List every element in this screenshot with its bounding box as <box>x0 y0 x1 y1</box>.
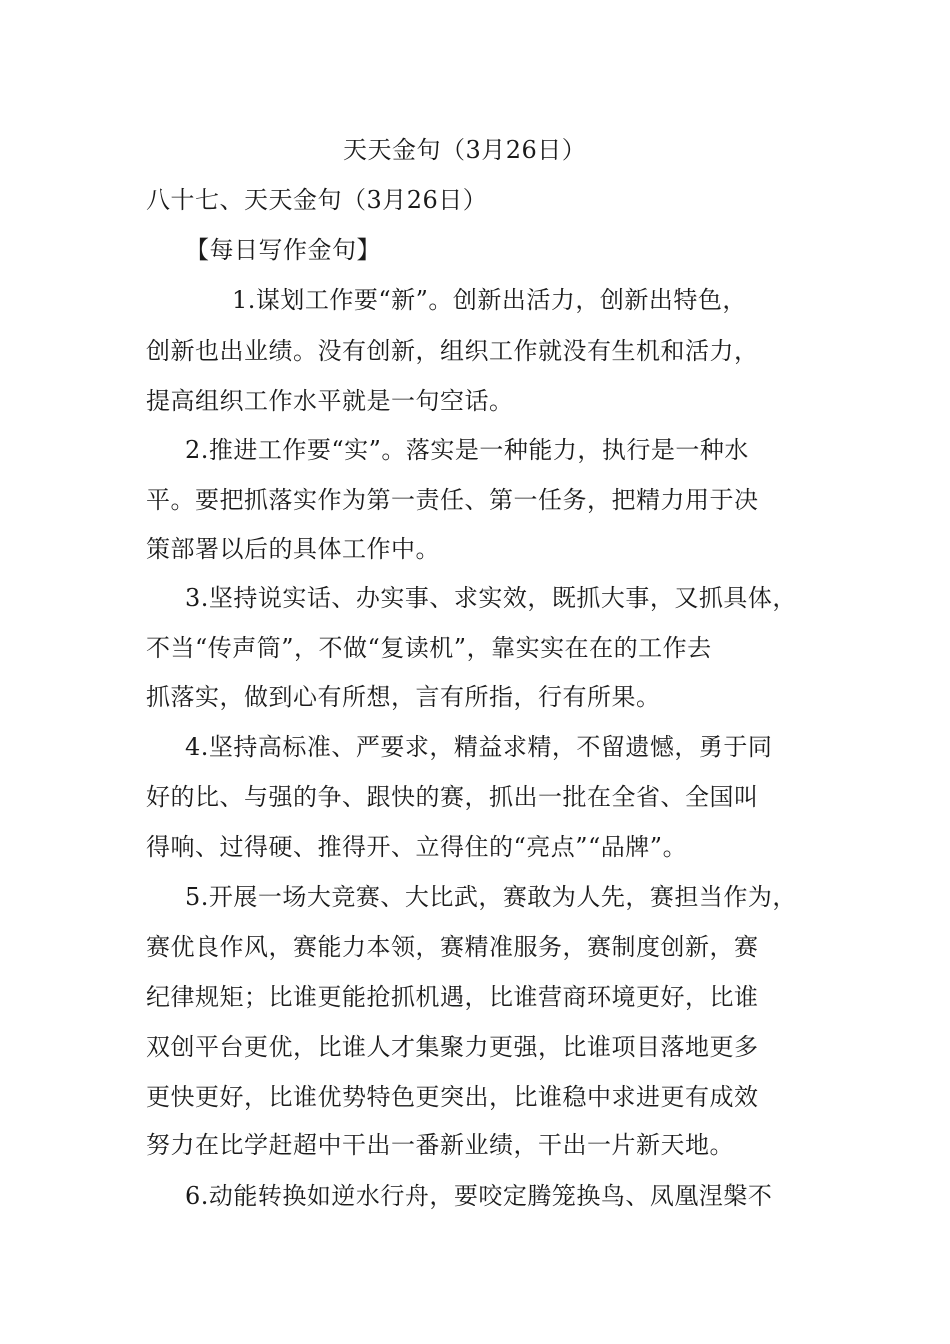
paragraph-line: 2.推进工作要“实”。落实是一种能力，执行是一种水 <box>185 436 749 464</box>
paragraph-line: 赛优良作风，赛能力本领，赛精准服务，赛制度创新，赛 <box>146 933 759 961</box>
paragraph-line: 创新也出业绩。没有创新，组织工作就没有生机和活力， <box>146 337 759 365</box>
paragraph-line: 1.谋划工作要“新”。创新出活力，创新出特色， <box>232 286 747 314</box>
paragraph-line: 努力在比学赶超中干出一番新业绩，干出一片新天地。 <box>146 1131 734 1159</box>
paragraph-line: 策部署以后的具体工作中。 <box>146 535 440 563</box>
paragraph-line: 纪律规矩；比谁更能抢抓机遇，比谁营商环境更好，比谁 <box>146 983 759 1011</box>
paragraph-line: 5.开展一场大竞赛、大比武，赛敢为人先，赛担当作为， <box>185 883 797 911</box>
subsection-heading: 【每日写作金句】 <box>185 236 381 264</box>
paragraph-line: 提高组织工作水平就是一句空话。 <box>146 387 514 415</box>
paragraph-line: 更快更好，比谁优势特色更突出，比谁稳中求进更有成效 <box>146 1083 759 1111</box>
section-heading: 八十七、天天金句（3月26日） <box>146 186 488 214</box>
paragraph-line: 不当“传声筒”，不做“复读机”，靠实实在在的工作去 <box>146 634 712 662</box>
paragraph-line: 得响、过得硬、推得开、立得住的“亮点”“品牌”。 <box>146 833 688 861</box>
paragraph-line: 抓落实，做到心有所想，言有所指，行有所果。 <box>146 683 661 711</box>
document-title: 天天金句（3月26日） <box>343 136 587 164</box>
paragraph-line: 6.动能转换如逆水行舟，要咬定腾笼换鸟、凤凰涅槃不 <box>185 1182 773 1210</box>
paragraph-line: 平。要把抓落实作为第一责任、第一任务，把精力用于决 <box>146 486 759 514</box>
paragraph-line: 好的比、与强的争、跟快的赛，抓出一批在全省、全国叫 <box>146 783 759 811</box>
paragraph-line: 4.坚持高标准、严要求，精益求精，不留遗憾，勇于同 <box>185 733 773 761</box>
paragraph-line: 双创平台更优，比谁人才集聚力更强，比谁项目落地更多 <box>146 1033 759 1061</box>
paragraph-line: 3.坚持说实话、办实事、求实效，既抓大事，又抓具体， <box>185 584 797 612</box>
